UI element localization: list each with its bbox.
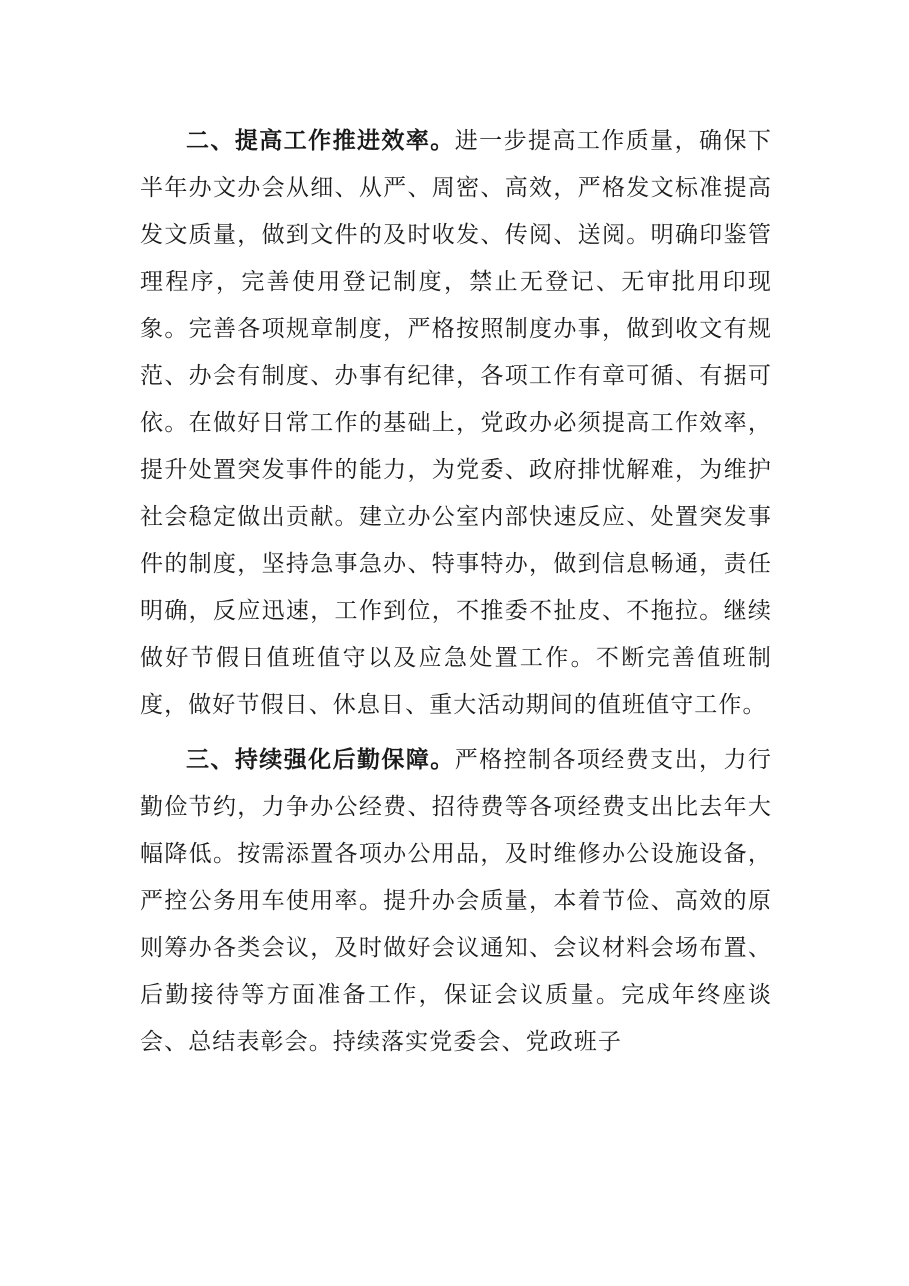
paragraph-2	[140, 118, 772, 729]
section-heading-3: 三、持续强化后勤保障。	[186, 747, 455, 773]
section-body-2: 进一步提高工作质量，确保下半年办文办会从细、从严、周密、高效，严格发文标准提高发文质量，做到文件的及时收发、传阅、送阅。明确印鉴管理程序，完善使用登记制度，禁止无登记、无审批用印现象。完善各项规章制度，严格按照制度办事，做到收文有规范、办会有制度、办事有纪律，各项工作有章可循、有据可依。在做好日常工作的基础上，党政办必须提高工作效率，提升处置突发事件的能力，为党委、政府排忧解难，为维护社会稳定做出贡献。建立办公室内部快速反应、处置突发事件的制度，坚持急事急办、特事特办，做到信息畅通，责任明确，反应迅速，工作到位，不推委不扯皮、不拖拉。继续做好节假日值班值守以及应急处置工作。不断完善值班制度，做好节假日、休息日、重大活动期间的值班值守工作。	[140, 128, 772, 718]
section-body-3: 严格控制各项经费支出，力行勤俭节约，力争办公经费、招待费等各项经费支出比去年大幅降低。按需添置各项办公用品，及时维修办公设施设备，严控公务用车使用率。提升办会质量，本着节俭、高效的原则筹办各类会议，及时做好会议通知、会议材料会场布置、后勤接待等方面准备工作，保证会议质量。完成年终座谈会、总结表彰会。持续落实党委会、党政班子	[140, 747, 772, 1055]
section-heading-2: 二、提高工作推进效率。	[186, 128, 455, 154]
document-body	[140, 118, 772, 1066]
paragraph-3	[140, 737, 772, 1066]
